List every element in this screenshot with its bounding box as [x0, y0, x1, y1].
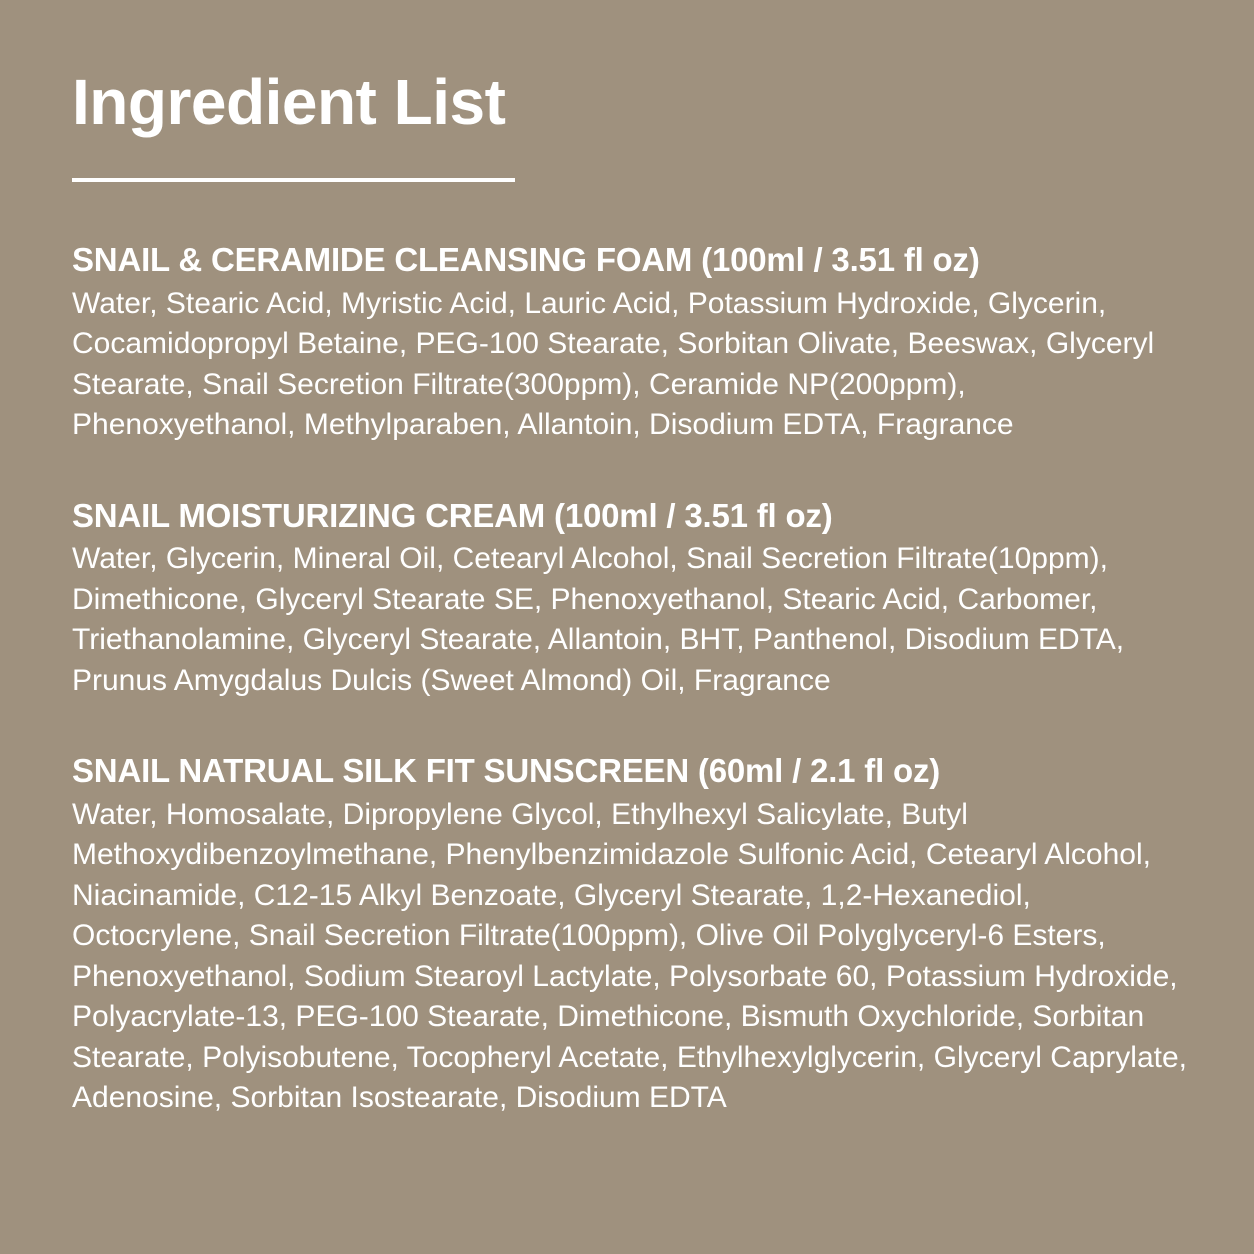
product-name: SNAIL MOISTURIZING CREAM (100ml / 3.51 fl oz) [72, 496, 833, 534]
product-section [72, 751, 1194, 1119]
product-section [72, 496, 1194, 702]
product-section [72, 240, 1194, 446]
product-sections [72, 240, 1194, 1119]
product-ingredients: Water, Glycerin, Mineral Oil, Cetearyl Alcohol, Snail Secretion Filtrate(10ppm), Dimethicone, Glyceryl Stearate SE, Phenoxyethanol, Stearic Acid, Carbomer, Triethanolamine, Glyceryl Stearate, Allantoin, BHT, Panthenol, Disodium EDTA, Prunus Amygdalus Dulcis (Sweet Almond) Oil, Fragrance [72, 542, 1125, 697]
title-divider [72, 178, 515, 182]
product-ingredients: Water, Stearic Acid, Myristic Acid, Lauric Acid, Potassium Hydroxide, Glycerin, Cocamidopropyl Betaine, PEG-100 Stearate, Sorbitan Olivate, Beeswax, Glyceryl Stearate, Snail Secretion Filtrate(300ppm), Ceramide NP(200ppm), Phenoxyethanol, Methylparaben, Allantoin, Disodium EDTA, Fragrance [72, 286, 1155, 442]
product-name: SNAIL NATRUAL SILK FIT SUNSCREEN (60ml / 2.1 fl oz) [72, 752, 941, 790]
page-title: Ingredient List [72, 66, 506, 138]
product-ingredients: Water, Homosalate, Dipropylene Glycol, Ethylhexyl Salicylate, Butyl Methoxydibenzoylmethane, Phenylbenzimidazole Sulfonic Acid, Cetearyl Alcohol, Niacinamide, C12-15 Alkyl Benzoate, Glyceryl Stearate, 1,2-Hexanediol, Octocrylene, Snail Secretion Filtrate(100ppm), Olive Oil Polyglyceryl-6 Esters, Phenoxyethanol, Sodium Stearoyl Lactylate, Polysorbate 60, Potassium Hydroxide, Polyacrylate-13, PEG-100 Stearate, Dimethicone, Bismuth Oxychloride, Sorbitan Stearate, Polyisobutene, Tocopheryl Acetate, Ethylhexylglycerin, Glyceryl Caprylate, Adenosine, Sorbitan Isostearate, Disodium EDTA [72, 797, 1188, 1115]
product-name: SNAIL & CERAMIDE CLEANSING FOAM (100ml / 3.51 fl oz) [72, 241, 980, 278]
